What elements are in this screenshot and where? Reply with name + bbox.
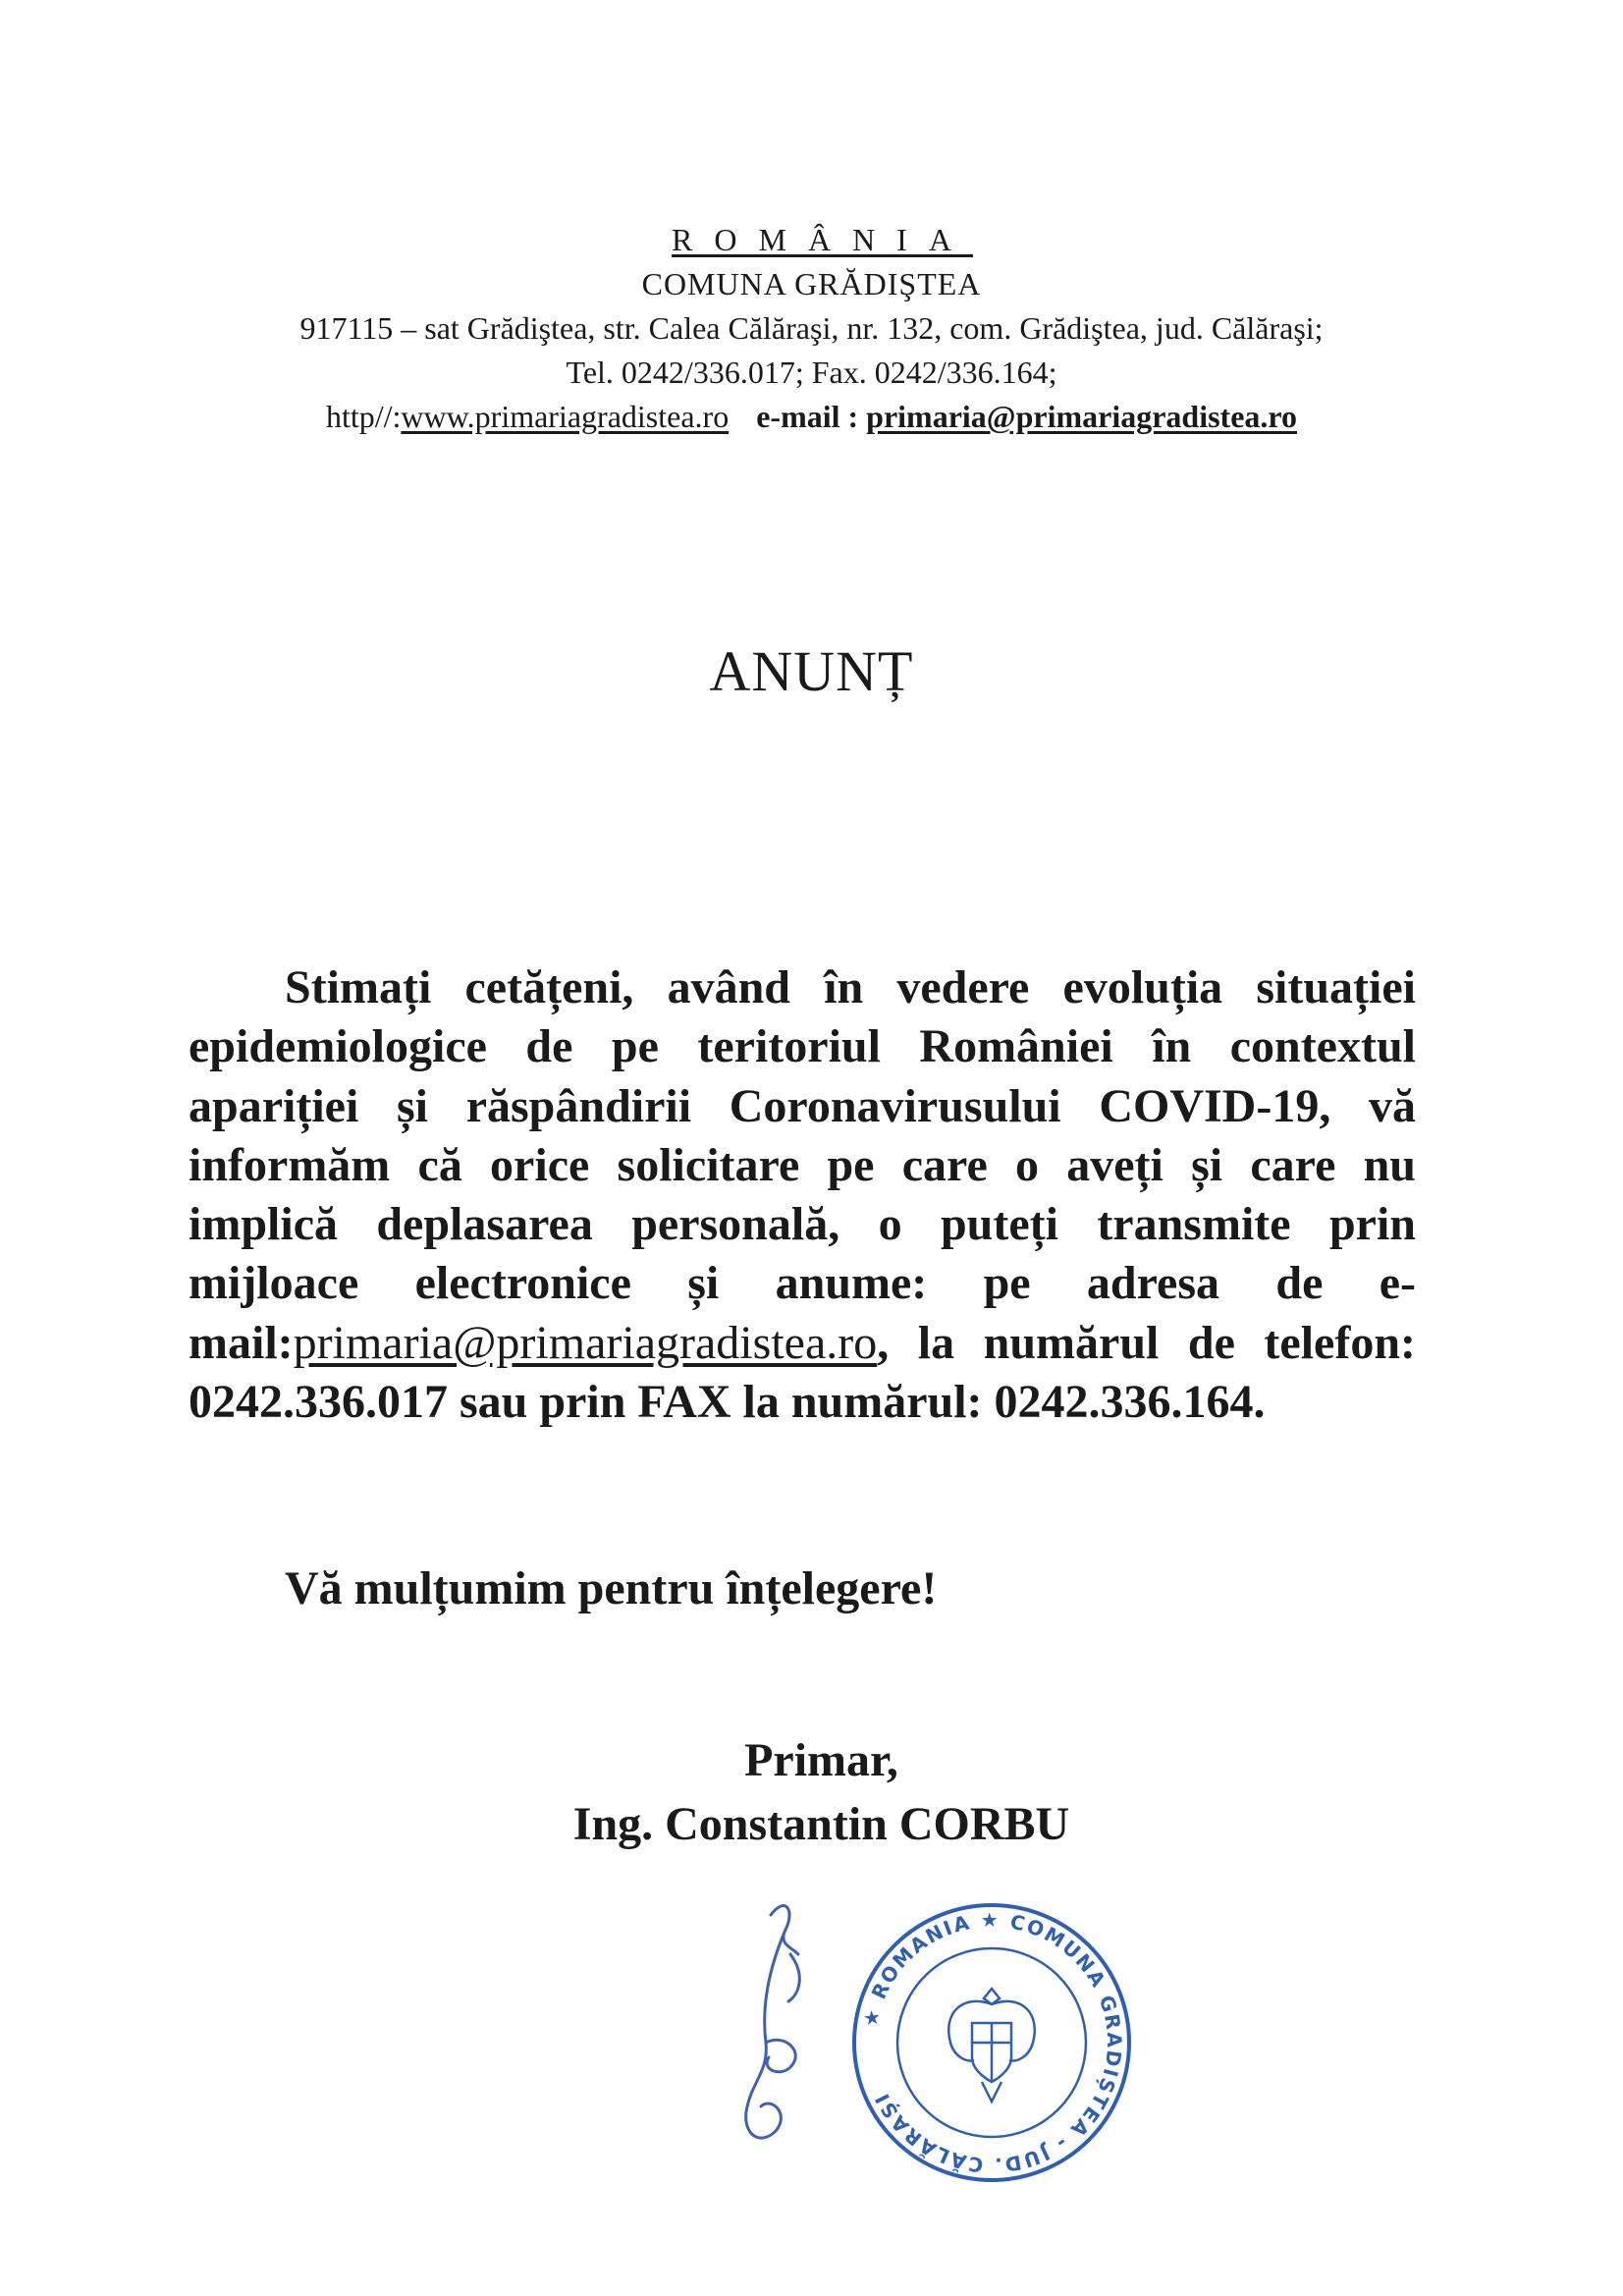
- website-link[interactable]: www.primariagradistea.ro: [401, 399, 730, 434]
- body-email-link[interactable]: primaria@primariagradistea.ro: [293, 1316, 878, 1369]
- letterhead-web-line: [0, 395, 1623, 439]
- announcement-body: [189, 958, 1416, 1432]
- letterhead-contact: Tel. 0242/336.017; Fax. 0242/336.164;: [566, 355, 1057, 390]
- email-link[interactable]: primaria@primariagradistea.ro: [866, 399, 1298, 434]
- body-text-before-link: Stimați cetățeni, având în vedere evoluția situației epidemiologice de pe teritoriul României în contextul apariției și răspândirii Coronavirusului COVID-19, vă informăm că orice solicitare pe care o aveți și care nu implică deplasarea personală, o puteți transmite prin mijloace electronice și anume: pe adresa de e-mail:: [189, 961, 1416, 1369]
- coat-of-arms-eagle-icon: [948, 1989, 1035, 2102]
- web-prefix: http//:: [325, 399, 402, 434]
- body-text-after-link: , la numărul de telefon: 0242.336.017 sau prin FAX la numărul: 0242.336.164.: [189, 1316, 1416, 1429]
- letterhead-commune: COMUNA GRĂDIŞTEA: [641, 266, 982, 301]
- letterhead-country: ROMÂNIA: [672, 222, 973, 257]
- letterhead-address: 917115 – sat Grădiştea, str. Calea Călăraşi, nr. 132, com. Grădiştea, jud. Călăraşi;: [299, 310, 1324, 346]
- announcement-title: ANUNȚ: [709, 639, 914, 703]
- email-label: e-mail :: [756, 399, 867, 434]
- thanks-line: Vă mulțumim pentru înțelegere!: [285, 1562, 938, 1614]
- signatory-title: Primar,: [744, 1734, 898, 1786]
- handwritten-signature: [731, 1886, 830, 2160]
- official-stamp: [844, 1895, 1139, 2190]
- letterhead: [0, 218, 1623, 439]
- signatory-name: Ing. Constantin CORBU: [572, 1798, 1070, 1850]
- svg-text:★ ROMANIA ★ COMUNA GRADIȘTEA -: ★ ROMANIA ★ COMUNA GRADIȘTEA - JUD. CĂLĂRAȘI: [857, 1907, 1127, 2178]
